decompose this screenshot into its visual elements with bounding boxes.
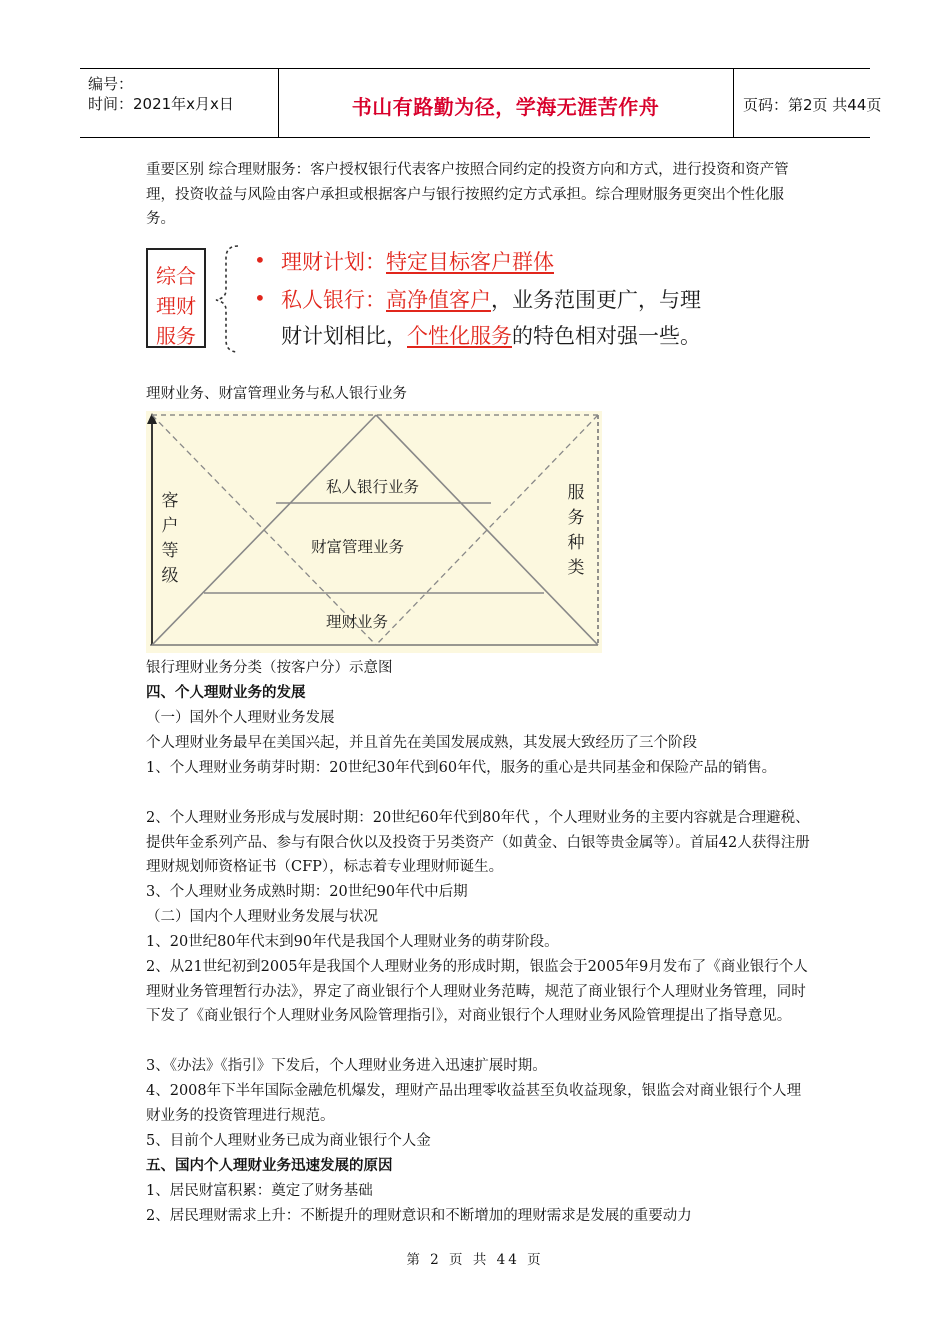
intro-paragraph: 重要区别 综合理财服务：客户授权银行代表客户按照合同约定的投资方向和方式，进行投资和资产管理，投资收益与风险由客户承担或根据客户与银行按照约定方式承担。综合理财服务更突出个性化服务。 [146, 162, 789, 227]
sub2-title: （二）国内个人理财业务发展与状况 [146, 909, 378, 925]
paragraph-domestic-5: 5、目前个人理财业务已成为商业银行个人金 [146, 1133, 431, 1149]
header-motto-cell [278, 69, 734, 137]
item3-after: 的特色相对强一些。 [512, 324, 701, 348]
header-page-cell [733, 69, 882, 137]
motto: 书山有路勤为径，学海无涯苦作舟 [351, 95, 660, 119]
item1-prefix: 理财计划： [281, 250, 386, 274]
item1-highlight: 特定目标客户群体 [386, 250, 554, 274]
right-axis-char: 类 [567, 558, 585, 578]
header-meta [80, 69, 279, 137]
paragraph-domestic-4: 4、2008年下半年国际金融危机爆发，理财产品出理零收益甚至负收益现象，银监会对商业银行个人理财业务的投资管理进行规范。 [146, 1083, 802, 1124]
left-axis-char: 客 [161, 491, 179, 511]
section4-title: 四、个人理财业务的发展 [146, 685, 306, 701]
item2-prefix: 私人银行： [281, 288, 386, 312]
number-label: 编号： [88, 75, 134, 93]
paragraph-foreign-2: 2、个人理财业务形成与发展时期：20世纪60年代到80年代 ，个人理财业务的主要内容就是合理避税、提供年金系列产品、参与有限合伙以及投资于另类资产（如黄金、白银等贵金属等）。首届42人获得注册理财规划师资格证书（CFP），标志着专业理财师诞生。 [146, 810, 810, 875]
tier-mid-label: 财富管理业务 [311, 538, 405, 556]
paragraph-domestic-1: 1、20世纪80年代末到90年代是我国个人理财业务的萌芽阶段。 [146, 934, 559, 950]
item2-highlight: 高净值客户 [386, 288, 491, 312]
item3-before: 财计划相比， [281, 324, 407, 348]
figure1-item-1 [281, 246, 554, 276]
right-axis-char: 服 [567, 483, 585, 503]
box-line-2: 理财 [156, 294, 196, 318]
right-axis-label [565, 481, 587, 581]
left-axis-char: 等 [161, 541, 179, 561]
paragraph-foreign-intro: 个人理财业务最早在美国兴起，并且首先在美国发展成熟，其发展大致经历了三个阶段 [146, 735, 697, 751]
time-label: 时间：2021年x月x日 [88, 95, 234, 113]
section5-title: 五、国内个人理财业务迅速发展的原因 [146, 1158, 393, 1174]
page-footer: 第 2 页 共 44 页 [406, 1252, 544, 1268]
figure1-item-3 [281, 320, 701, 350]
sub1-title: （一）国外个人理财业务发展 [146, 710, 335, 726]
tier-bottom-label: 理财业务 [326, 613, 389, 631]
paragraph-foreign-1: 1、个人理财业务萌芽时期：20世纪30年代到60年代，服务的重心是共同基金和保险产品的销售。 [146, 760, 777, 776]
page-info: 页码：第2页 共44页 [743, 96, 882, 114]
right-axis-char: 种 [567, 533, 585, 553]
paragraph-reason-1: 1、居民财富积累：奠定了财务基础 [146, 1183, 373, 1199]
paragraph-domestic-3: 3、《办法》《指引》下发后，个人理财业务进入迅速扩展时期。 [146, 1058, 547, 1074]
figure2-caption-top: 理财业务、财富管理业务与私人银行业务 [146, 386, 407, 402]
bullet-1: • [254, 248, 266, 272]
left-axis-label [159, 489, 181, 589]
brace-icon [208, 240, 248, 358]
figure-comprehensive-service [146, 240, 766, 358]
figure2-caption-bottom: 银行理财业务分类（按客户分）示意图 [146, 660, 393, 676]
left-axis-char: 级 [161, 566, 179, 586]
paragraph-foreign-3: 3、个人理财业务成熟时期：20世纪90年代中后期 [146, 884, 468, 900]
page-header [80, 68, 882, 138]
tier-top-label: 私人银行业务 [326, 478, 420, 496]
left-axis-char: 户 [161, 516, 179, 536]
service-box [146, 248, 206, 348]
item2-rest: ，业务范围更广，与理 [491, 288, 701, 312]
right-axis-char: 务 [567, 508, 585, 528]
paragraph-reason-2: 2、居民理财需求上升：不断提升的理财意识和不断增加的理财需求是发展的重要动力 [146, 1208, 692, 1224]
item3-highlight: 个性化服务 [407, 324, 512, 348]
figure1-item-2 [281, 284, 701, 314]
box-line-3: 服务 [156, 324, 196, 348]
figure-business-pyramid [146, 411, 602, 653]
bullet-2: • [254, 286, 266, 310]
paragraph-domestic-2: 2、从21世纪初到2005年是我国个人理财业务的形成时期，银监会于2005年9月发布了《商业银行个人理财业务管理暂行办法》，界定了商业银行个人理财业务范畴，规范了商业银行个人理财业务管理，同时下发了《商业银行个人理财业务风险管理指引》，对商业银行个人理财业务风险管理提出了指导意见。 [146, 959, 808, 1024]
box-line-1: 综合 [156, 264, 196, 288]
